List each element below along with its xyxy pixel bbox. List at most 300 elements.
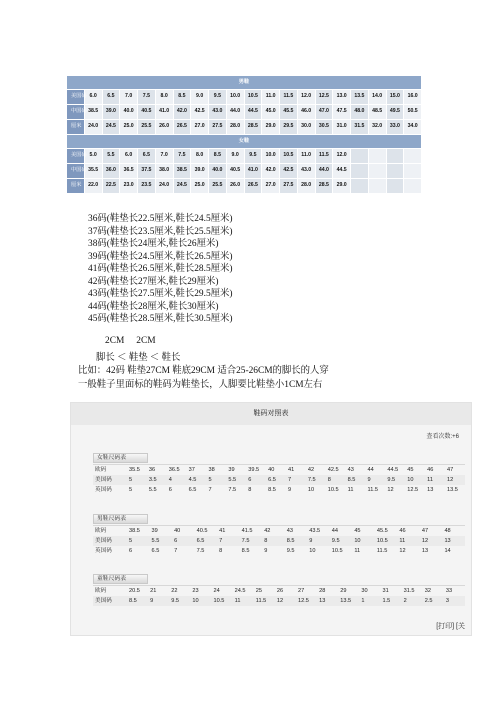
size-cell: 10.5 bbox=[212, 596, 233, 606]
size-cell: 11 bbox=[425, 475, 445, 485]
size-cell: 9.5 bbox=[244, 149, 262, 164]
size-cell: 8 bbox=[219, 548, 223, 554]
size-cell bbox=[404, 179, 422, 194]
size-cell: 20.5 bbox=[129, 588, 140, 594]
size-cell bbox=[368, 179, 386, 194]
size-cell: 22.5 bbox=[102, 179, 120, 194]
size-row bbox=[93, 475, 465, 485]
size-cell: 29.5 bbox=[280, 120, 298, 135]
size-cell: 30.0 bbox=[297, 120, 315, 135]
size-cell: 45.5 bbox=[376, 528, 388, 534]
size-cell: 8.0 bbox=[191, 149, 209, 164]
size-section bbox=[93, 574, 465, 606]
size-cell: 40.5 bbox=[138, 105, 156, 120]
size-cell: 42 bbox=[264, 528, 271, 534]
size-chart-table bbox=[66, 75, 422, 194]
size-cell: 29.0 bbox=[333, 179, 351, 194]
size-cell: 7.5 bbox=[240, 536, 263, 546]
note-line: 42码(鞋垫长27厘米,鞋长29厘米) bbox=[88, 276, 219, 287]
size-cell: 45 bbox=[354, 528, 361, 534]
size-cell: 8.5 bbox=[127, 596, 148, 606]
size-cell: 42.5 bbox=[280, 164, 298, 179]
size-cell: 39 bbox=[228, 467, 235, 473]
note-line: 37码(鞋垫长23.5厘米,鞋长25.5厘米) bbox=[88, 226, 233, 237]
size-cell: 39 bbox=[151, 528, 158, 534]
size-cell: 22.0 bbox=[84, 179, 102, 194]
size-cell: 13.5 bbox=[447, 487, 458, 493]
size-cell: 47.0 bbox=[315, 105, 333, 120]
cm-labels bbox=[105, 336, 168, 346]
size-cell: 31.5 bbox=[351, 120, 369, 135]
size-cell: 41 bbox=[288, 467, 295, 473]
size-formula: 脚长 ＜ 鞋垫 ＜ 鞋长 bbox=[96, 353, 181, 363]
size-cell: 5 bbox=[127, 475, 147, 485]
size-cell: 8 bbox=[248, 487, 252, 493]
size-notes bbox=[88, 213, 233, 326]
size-cell: 31.0 bbox=[333, 120, 351, 135]
size-cell: 10.0 bbox=[262, 149, 280, 164]
section-title: 女鞋尺码表 bbox=[93, 453, 148, 463]
size-cell: 6.5 bbox=[151, 548, 160, 554]
size-cell: 7.5 bbox=[173, 149, 191, 164]
row-label: 欧码 bbox=[95, 588, 107, 594]
size-cell: 48 bbox=[444, 528, 451, 534]
size-cell: 24 bbox=[213, 588, 220, 594]
size-cell: 24.0 bbox=[155, 179, 173, 194]
size-row bbox=[93, 526, 465, 536]
women-row bbox=[67, 179, 422, 194]
size-cell: 12.5 bbox=[296, 596, 317, 606]
women-row bbox=[67, 149, 422, 164]
row-label: 欧码 bbox=[95, 467, 107, 473]
size-cell: 11.0 bbox=[297, 149, 315, 164]
size-cell: 31.5 bbox=[403, 588, 415, 594]
size-cell: 2.5 bbox=[423, 596, 444, 606]
size-row bbox=[93, 596, 465, 606]
size-cell: 44.0 bbox=[315, 164, 333, 179]
size-cell: 7.5 bbox=[306, 475, 326, 485]
size-cell: 46.0 bbox=[297, 105, 315, 120]
row-label: 英国码 bbox=[95, 487, 112, 493]
size-row bbox=[93, 465, 465, 475]
size-cell: 8 bbox=[262, 536, 285, 546]
size-cell: 9.5 bbox=[286, 548, 295, 554]
view-count: 查看次数:+6 bbox=[426, 434, 459, 440]
size-cell: 48.0 bbox=[351, 105, 369, 120]
note-line: 36码(鞋垫长22.5厘米,鞋长24.5厘米) bbox=[88, 214, 233, 224]
size-example: 比如：42码 鞋垫27CM 鞋底29CM 适合25-26CM的脚长的人穿 bbox=[78, 366, 329, 376]
size-cell: 43.0 bbox=[209, 105, 227, 120]
size-cell: 7 bbox=[217, 536, 240, 546]
size-cell: 35.5 bbox=[84, 164, 102, 179]
size-cell: 9 bbox=[366, 475, 386, 485]
women-header bbox=[67, 135, 422, 149]
note-line: 39码(鞋垫长24.5厘米,鞋长26.5厘米) bbox=[88, 251, 233, 262]
size-cell: 38.5 bbox=[129, 528, 140, 534]
size-cell: 24.0 bbox=[84, 120, 102, 135]
size-cell: 33.0 bbox=[386, 120, 404, 135]
size-cell: 10.5 bbox=[244, 90, 262, 105]
size-cell: 10.0 bbox=[226, 90, 244, 105]
size-cell: 13 bbox=[427, 487, 434, 493]
women-row bbox=[67, 164, 422, 179]
size-row bbox=[93, 546, 465, 556]
size-cell: 13.5 bbox=[351, 90, 369, 105]
size-cell bbox=[386, 149, 404, 164]
note-line: 44码(鞋垫长28厘米,鞋长30厘米) bbox=[88, 301, 219, 312]
men-header bbox=[67, 76, 422, 90]
size-cell: 15.0 bbox=[386, 90, 404, 105]
size-cell: 5.5 bbox=[148, 487, 157, 493]
size-cell: 5.0 bbox=[84, 149, 102, 164]
size-cell: 36 bbox=[148, 467, 156, 473]
size-cell: 9 bbox=[148, 596, 169, 606]
size-cell: 11.5 bbox=[280, 90, 298, 105]
size-cell: 42 bbox=[307, 467, 315, 473]
size-cell bbox=[386, 164, 404, 179]
size-cell: 12 bbox=[445, 475, 465, 485]
size-cell: 11 bbox=[347, 487, 354, 493]
size-cell: 28.0 bbox=[297, 179, 315, 194]
size-cell: 16.0 bbox=[404, 90, 422, 105]
note-line: 43码(鞋垫长27.5厘米,鞋长29.5厘米) bbox=[88, 289, 233, 299]
row-label: 美国码 bbox=[93, 475, 127, 485]
size-cell: 39.5 bbox=[248, 467, 260, 473]
cm-label: 2CM bbox=[105, 336, 125, 346]
size-cell: 26.5 bbox=[244, 179, 262, 194]
size-cell: 44.5 bbox=[333, 164, 351, 179]
size-cell: 9.5 bbox=[169, 596, 190, 606]
size-cell: 4 bbox=[167, 475, 187, 485]
size-cell: 5.5 bbox=[102, 149, 120, 164]
size-cell: 8.0 bbox=[155, 90, 173, 105]
size-cell: 50.5 bbox=[404, 105, 422, 120]
size-row bbox=[93, 485, 465, 495]
size-cell: 23.5 bbox=[138, 179, 156, 194]
size-cell: 40.0 bbox=[120, 105, 138, 120]
size-cell: 6 bbox=[129, 548, 133, 554]
size-cell: 46 bbox=[427, 467, 434, 473]
women-header-label: 女鞋 bbox=[67, 135, 422, 149]
size-cell: 28.5 bbox=[244, 120, 262, 135]
size-cell: 23.0 bbox=[120, 179, 138, 194]
size-cell: 38.0 bbox=[155, 164, 173, 179]
size-cell: 43 bbox=[347, 467, 354, 473]
size-row bbox=[93, 586, 465, 596]
size-cell: 6.5 bbox=[188, 487, 197, 493]
size-section bbox=[93, 453, 465, 495]
size-cell: 39.0 bbox=[191, 164, 209, 179]
row-label: 美国码 bbox=[67, 149, 85, 164]
size-cell: 10 bbox=[307, 487, 315, 493]
size-cell: 45 bbox=[407, 467, 414, 473]
size-cell: 27.0 bbox=[191, 120, 209, 135]
size-cell: 27.5 bbox=[280, 179, 298, 194]
size-cell: 9.5 bbox=[330, 536, 353, 546]
size-cell: 13 bbox=[317, 596, 338, 606]
section-title: 童鞋尺码表 bbox=[93, 574, 148, 584]
row-label: 厘米 bbox=[67, 120, 85, 135]
size-cell: 27 bbox=[298, 588, 305, 594]
size-cell: 6.5 bbox=[195, 536, 218, 546]
size-cell: 25.0 bbox=[191, 179, 209, 194]
size-cell: 9 bbox=[307, 536, 330, 546]
size-cell: 24.5 bbox=[173, 179, 191, 194]
size-cell: 13.0 bbox=[333, 90, 351, 105]
size-cell: 8.5 bbox=[241, 548, 250, 554]
size-cell: 7.5 bbox=[138, 90, 156, 105]
size-cell: 33 bbox=[445, 588, 453, 594]
size-cell: 5.5 bbox=[150, 536, 173, 546]
size-cell: 41.0 bbox=[244, 164, 262, 179]
size-cell: 28.0 bbox=[226, 120, 244, 135]
size-cell: 10.5 bbox=[375, 536, 398, 546]
size-cell: 13.5 bbox=[338, 596, 359, 606]
size-cell: 13 bbox=[421, 548, 429, 554]
size-cell: 11.5 bbox=[315, 149, 333, 164]
size-cell: 38.5 bbox=[173, 164, 191, 179]
size-cell: 42.0 bbox=[173, 105, 191, 120]
size-cell: 34.0 bbox=[404, 120, 422, 135]
size-cell: 31 bbox=[382, 588, 389, 594]
row-label: 美国码 bbox=[93, 536, 127, 546]
size-cell: 5.5 bbox=[226, 475, 246, 485]
size-cell: 43.0 bbox=[297, 164, 315, 179]
size-cell: 6 bbox=[172, 536, 195, 546]
size-cell: 9 bbox=[288, 487, 292, 493]
size-cell: 35.5 bbox=[129, 467, 140, 473]
size-cell: 41 bbox=[219, 528, 226, 534]
size-cell: 11.0 bbox=[262, 90, 280, 105]
section-title: 男鞋尺码表 bbox=[93, 514, 148, 524]
size-cell: 47.5 bbox=[333, 105, 351, 120]
size-cell: 40 bbox=[268, 467, 275, 473]
size-cell: 23 bbox=[192, 588, 199, 594]
size-cell: 5 bbox=[127, 536, 150, 546]
size-cell: 7.5 bbox=[196, 548, 205, 554]
size-cell: 10 bbox=[405, 475, 425, 485]
size-cell: 7 bbox=[174, 548, 178, 554]
men-row bbox=[67, 90, 422, 105]
cm-label: 2CM bbox=[136, 336, 156, 346]
size-cell: 12 bbox=[399, 548, 406, 554]
size-cell: 8.5 bbox=[173, 90, 191, 105]
size-cell: 41.5 bbox=[241, 528, 253, 534]
size-cell: 48.5 bbox=[368, 105, 386, 120]
row-label: 英国码 bbox=[95, 548, 112, 554]
size-cell: 40.5 bbox=[196, 528, 208, 534]
size-cell: 38 bbox=[208, 467, 215, 473]
size-cell: 7.0 bbox=[120, 90, 138, 105]
row-label: 美国码 bbox=[67, 90, 85, 105]
size-cell: 7.0 bbox=[155, 149, 173, 164]
row-label: 中国码 bbox=[67, 105, 85, 120]
size-cell: 11.5 bbox=[367, 487, 378, 493]
size-tip: 一般鞋子里面标的鞋码为鞋垫长，人脚要比鞋垫小1CM左右 bbox=[78, 380, 323, 390]
size-cell: 6.5 bbox=[266, 475, 286, 485]
size-cell: 45.0 bbox=[262, 105, 280, 120]
size-cell: 44 bbox=[331, 528, 339, 534]
size-cell bbox=[351, 164, 369, 179]
size-cell: 24.5 bbox=[102, 120, 120, 135]
row-label: 中国码 bbox=[67, 164, 85, 179]
size-cell: 26 bbox=[276, 588, 284, 594]
row-label: 美国码 bbox=[93, 596, 127, 606]
size-cell: 11.5 bbox=[376, 548, 388, 554]
size-cell: 26.0 bbox=[226, 179, 244, 194]
size-cell: 38.5 bbox=[84, 105, 102, 120]
size-cell: 40.5 bbox=[226, 164, 244, 179]
print-close-links[interactable]: [打印] [关 bbox=[436, 623, 465, 630]
size-cell: 43.5 bbox=[309, 528, 321, 534]
size-cell: 10.5 bbox=[331, 548, 343, 554]
size-cell: 37 bbox=[188, 467, 195, 473]
size-cell: 44 bbox=[367, 467, 374, 473]
size-cell: 10 bbox=[352, 536, 375, 546]
size-cell: 10 bbox=[190, 596, 211, 606]
size-cell: 8.5 bbox=[346, 475, 366, 485]
size-cell: 11 bbox=[354, 548, 361, 554]
size-cell: 13 bbox=[442, 536, 465, 546]
size-cell: 44.0 bbox=[226, 105, 244, 120]
size-cell: 7.5 bbox=[228, 487, 237, 493]
size-cell: 40.0 bbox=[209, 164, 227, 179]
size-cell: 47 bbox=[421, 528, 429, 534]
size-cell: 36.5 bbox=[168, 467, 180, 473]
size-cell: 26.0 bbox=[155, 120, 173, 135]
size-cell: 12.5 bbox=[407, 487, 419, 493]
size-cell: 21 bbox=[150, 588, 157, 594]
size-cell: 10.5 bbox=[327, 487, 339, 493]
size-cell: 10.5 bbox=[280, 149, 298, 164]
size-cell: 2 bbox=[402, 596, 423, 606]
size-cell: 11.5 bbox=[254, 596, 275, 606]
size-cell: 41.0 bbox=[155, 105, 173, 120]
men-header-label: 男鞋 bbox=[67, 76, 422, 90]
size-cell: 28.5 bbox=[315, 179, 333, 194]
size-cell: 6 bbox=[246, 475, 266, 485]
size-cell: 25.5 bbox=[138, 120, 156, 135]
size-cell: 36.0 bbox=[102, 164, 120, 179]
size-cell: 3 bbox=[444, 596, 465, 606]
size-cell: 6 bbox=[168, 487, 172, 493]
size-cell: 49.5 bbox=[386, 105, 404, 120]
size-cell bbox=[368, 164, 386, 179]
size-cell: 9 bbox=[264, 548, 268, 554]
size-cell: 6.0 bbox=[84, 90, 102, 105]
size-cell: 5 bbox=[207, 475, 227, 485]
size-cell: 7 bbox=[208, 487, 212, 493]
size-cell: 44.5 bbox=[387, 467, 399, 473]
row-label: 欧码 bbox=[95, 528, 107, 534]
size-cell: 8 bbox=[326, 475, 346, 485]
size-cell: 9.5 bbox=[385, 475, 405, 485]
size-cell: 26.5 bbox=[173, 120, 191, 135]
size-cell: 42.5 bbox=[191, 105, 209, 120]
row-label: 厘米 bbox=[67, 179, 85, 194]
note-line: 45码(鞋垫长28.5厘米,鞋长30.5厘米) bbox=[88, 314, 233, 324]
size-cell bbox=[351, 179, 369, 194]
size-cell: 9.0 bbox=[191, 90, 209, 105]
size-cell: 39.0 bbox=[102, 105, 120, 120]
size-cell: 44.5 bbox=[244, 105, 262, 120]
size-chart-panel bbox=[70, 402, 472, 636]
size-cell: 4.5 bbox=[187, 475, 207, 485]
size-cell: 22 bbox=[171, 588, 178, 594]
size-cell: 5 bbox=[129, 487, 133, 493]
size-cell bbox=[351, 149, 369, 164]
size-cell: 12.0 bbox=[297, 90, 315, 105]
size-cell: 29 bbox=[340, 588, 347, 594]
size-cell: 27.0 bbox=[262, 179, 280, 194]
size-cell: 12 bbox=[420, 536, 443, 546]
size-cell: 47 bbox=[447, 467, 454, 473]
size-cell: 45.5 bbox=[280, 105, 298, 120]
size-cell: 3.5 bbox=[147, 475, 167, 485]
size-cell: 12 bbox=[275, 596, 296, 606]
size-cell: 11 bbox=[397, 536, 420, 546]
size-cell: 24.5 bbox=[234, 588, 246, 594]
size-cell: 43 bbox=[286, 528, 293, 534]
size-cell: 28 bbox=[319, 588, 326, 594]
size-cell: 46 bbox=[399, 528, 406, 534]
size-cell: 9.5 bbox=[209, 90, 227, 105]
size-cell: 10 bbox=[309, 548, 316, 554]
size-cell: 7 bbox=[286, 475, 306, 485]
size-cell: 12 bbox=[387, 487, 394, 493]
size-cell: 6.5 bbox=[102, 90, 120, 105]
size-cell: 42.0 bbox=[262, 164, 280, 179]
note-line: 41码(鞋垫长26.5厘米,鞋长28.5厘米) bbox=[88, 264, 233, 274]
size-cell: 14 bbox=[444, 548, 451, 554]
size-cell: 36.5 bbox=[120, 164, 138, 179]
size-cell: 27.5 bbox=[209, 120, 227, 135]
note-line: 38码(鞋垫长24厘米,鞋长26厘米) bbox=[88, 239, 219, 249]
size-cell: 25.5 bbox=[209, 179, 227, 194]
size-cell: 25.0 bbox=[120, 120, 138, 135]
men-row bbox=[67, 120, 422, 135]
size-cell: 6.0 bbox=[120, 149, 138, 164]
size-cell: 42.5 bbox=[327, 467, 339, 473]
size-cell: 6.5 bbox=[138, 149, 156, 164]
size-cell: 12.0 bbox=[333, 149, 351, 164]
size-row bbox=[93, 536, 465, 546]
men-row bbox=[67, 105, 422, 120]
size-cell: 9.0 bbox=[226, 149, 244, 164]
size-cell: 1 bbox=[359, 596, 380, 606]
size-cell: 40 bbox=[174, 528, 181, 534]
size-cell bbox=[368, 149, 386, 164]
panel-title: 鞋码对照表 bbox=[71, 403, 471, 425]
size-cell bbox=[404, 149, 422, 164]
size-cell: 8.5 bbox=[285, 536, 308, 546]
size-cell: 29.0 bbox=[262, 120, 280, 135]
size-section bbox=[93, 514, 465, 556]
size-cell: 32 bbox=[424, 588, 431, 594]
size-cell: 12.5 bbox=[315, 90, 333, 105]
size-cell bbox=[386, 179, 404, 194]
size-cell: 11 bbox=[233, 596, 254, 606]
size-cell: 8.5 bbox=[209, 149, 227, 164]
size-cell: 8.5 bbox=[268, 487, 276, 493]
size-cell: 30 bbox=[361, 588, 368, 594]
size-cell: 30.5 bbox=[315, 120, 333, 135]
size-cell: 25 bbox=[255, 588, 262, 594]
size-cell: 1.5 bbox=[381, 596, 402, 606]
size-cell bbox=[404, 164, 422, 179]
size-cell: 32.0 bbox=[368, 120, 386, 135]
size-cell: 37.5 bbox=[138, 164, 156, 179]
